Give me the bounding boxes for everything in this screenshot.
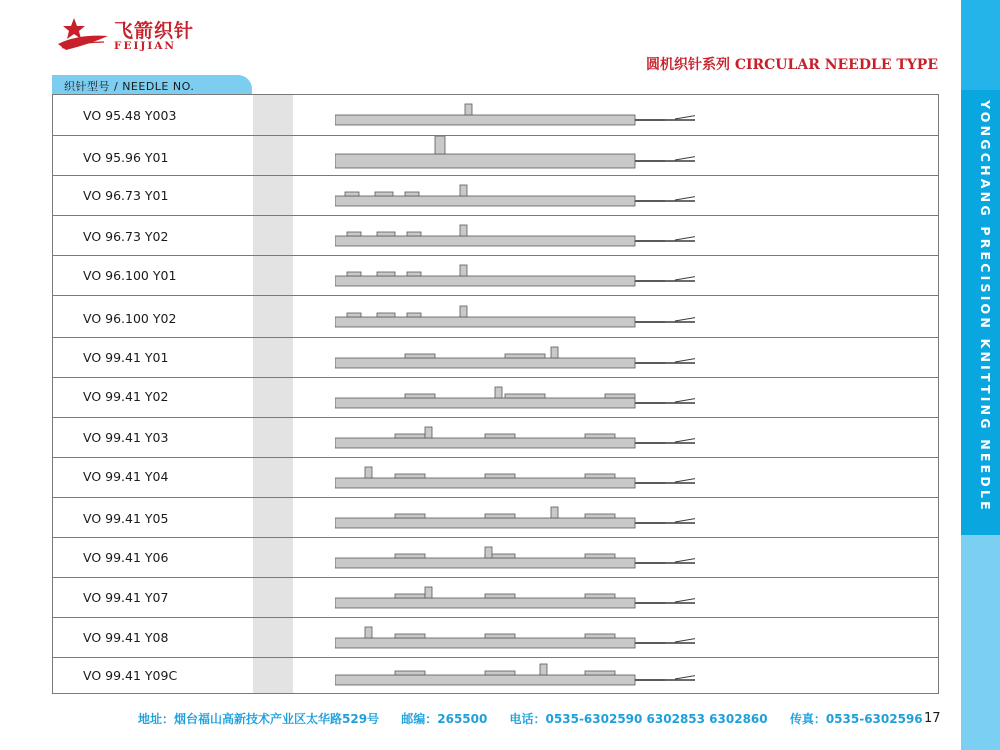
footer-fax: 传真：0535-6302596 [789,712,923,726]
footer-address: 地址：烟台福山高新技术产业区太华路529号 [138,712,380,726]
brand-name-cn: 飞箭织针 [114,20,195,42]
gray-column-cell [253,338,293,377]
needle-code: VO 99.41 Y02 [83,389,169,404]
brand-logo [56,14,196,60]
gray-column-cell [253,136,293,175]
sidebar-band-bottom [961,535,1000,750]
gray-column-cell [253,95,293,135]
needle-code: VO 96.100 Y01 [83,268,177,283]
needle-drawing [335,256,695,296]
gray-column-cell [253,458,293,497]
table-row [53,538,938,578]
needle-table [52,94,939,694]
needle-code: VO 99.41 Y07 [83,590,169,605]
needle-code: VO 99.41 Y05 [83,511,169,526]
needle-drawing [335,378,695,418]
gray-column-cell [253,498,293,537]
gray-column-cell [253,578,293,617]
brand-name-en: FEIJIAN [114,40,176,52]
needle-code: VO 99.41 Y09C [83,668,178,683]
needle-drawing [335,578,695,618]
table-row [53,498,938,538]
table-row [53,256,938,296]
gray-column-cell [253,658,293,693]
needle-drawing [335,538,695,578]
needle-drawing [335,136,695,176]
table-row [53,578,938,618]
needle-drawing [335,296,695,338]
series-title: 圆机织针系列 CIRCULAR NEEDLE TYPE [645,57,938,73]
gray-column-cell [253,216,293,255]
table-row [53,176,938,216]
table-row [53,136,938,176]
needle-code: VO 99.41 Y06 [83,550,169,565]
column-header-tab [52,75,252,94]
red-plane-star-logo-icon [56,14,112,54]
needle-drawing [335,618,695,658]
needle-drawing [335,458,695,498]
needle-code: VO 99.41 Y03 [83,430,169,445]
needle-drawing [335,338,695,378]
needle-code: VO 96.73 Y01 [83,188,169,203]
table-row [53,95,938,136]
table-row [53,216,938,256]
needle-code: VO 99.41 Y08 [83,630,169,645]
needle-code: VO 95.96 Y01 [83,150,169,165]
column-header: 织针型号 / NEEDLE NO. [64,80,195,93]
table-row [53,338,938,378]
table-row [53,658,938,693]
needle-drawing [335,216,695,256]
page-number: 17 [924,711,941,726]
table-row [53,458,938,498]
needle-drawing [335,95,695,136]
needle-code: VO 96.73 Y02 [83,229,169,244]
footer-postcode: 邮编：265500 [401,712,488,726]
table-row [53,418,938,458]
needle-code: VO 96.100 Y02 [83,311,177,326]
footer-contact [138,710,941,727]
needle-drawing [335,176,695,216]
gray-column-cell [253,538,293,577]
needle-code: VO 99.41 Y01 [83,350,169,365]
gray-column-cell [253,296,293,337]
needle-drawing [335,498,695,538]
gray-column-cell [253,618,293,657]
footer-phone: 电话：0535-6302590 6302853 6302860 [509,712,768,726]
needle-drawing [335,418,695,458]
needle-drawing [335,658,695,693]
needle-code: VO 99.41 Y04 [83,469,169,484]
table-row [53,618,938,658]
sidebar-band-top [961,0,1000,90]
table-row [53,296,938,338]
sidebar-text: YONGCHANG PRECISION KNITTING NEEDLE [978,100,993,513]
gray-column-cell [253,176,293,215]
table-row [53,378,938,418]
needle-code: VO 95.48 Y003 [83,108,177,123]
gray-column-cell [253,418,293,457]
gray-column-cell [253,378,293,417]
gray-column-cell [253,256,293,295]
